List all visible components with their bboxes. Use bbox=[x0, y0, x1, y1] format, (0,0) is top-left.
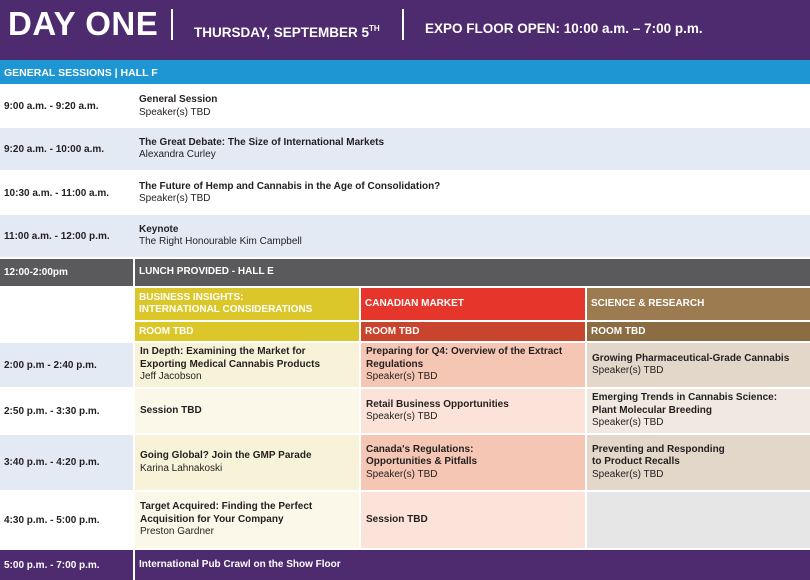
track-cell bbox=[361, 389, 585, 433]
track-cell bbox=[587, 343, 810, 387]
session-time: 2:00 p.m - 2:40 p.m. bbox=[0, 343, 133, 387]
session-title: Keynote bbox=[139, 223, 179, 235]
session-speaker: Jeff Jacobson bbox=[140, 371, 202, 383]
track-header-science: SCIENCE & RESEARCH bbox=[587, 288, 810, 320]
lunch-label: LUNCH PROVIDED - HALL E bbox=[139, 266, 274, 278]
track-cell bbox=[361, 435, 585, 490]
session-speaker: Speaker(s) TBD bbox=[366, 411, 438, 422]
track-cell bbox=[361, 492, 585, 548]
session-time: 3:40 p.m. - 4:20 p.m. bbox=[0, 435, 133, 490]
session-speaker: Speaker(s) TBD bbox=[366, 468, 438, 480]
session-title: Session TBD bbox=[140, 404, 202, 416]
track-header-canadian: CANADIAN MARKET bbox=[361, 288, 585, 320]
session-title: The Future of Hemp and Cannabis in the Age of Consolidation? bbox=[139, 180, 441, 192]
session-time: 9:00 a.m. - 9:20 a.m. bbox=[4, 101, 99, 112]
session-title: Growing Pharmaceutical-Grade Cannabis bbox=[592, 352, 790, 364]
track-header-business: BUSINESS INSIGHTS: INTERNATIONAL CONSIDERATIONS bbox=[135, 288, 359, 320]
closing-row bbox=[0, 550, 810, 580]
track-cell bbox=[135, 343, 359, 387]
track-cell bbox=[587, 389, 810, 433]
session-title: Preventing and Responding to Product Recalls bbox=[592, 443, 725, 468]
session-row bbox=[0, 86, 810, 127]
session-speaker: Speaker(s) TBD bbox=[139, 106, 211, 118]
session-title: Session TBD bbox=[366, 513, 428, 525]
session-speaker: Speaker(s) TBD bbox=[592, 417, 664, 429]
session-speaker: Alexandra Curley bbox=[139, 149, 216, 160]
session-row bbox=[0, 215, 810, 257]
session-time: 9:20 a.m. - 10:00 a.m. bbox=[4, 143, 105, 155]
session-speaker: Speaker(s) TBD bbox=[366, 371, 438, 383]
empty-track-cell bbox=[587, 492, 810, 548]
lunch-row bbox=[0, 259, 810, 286]
expo-hours: EXPO FLOOR OPEN: 10:00 a.m. – 7:00 p.m. bbox=[425, 21, 703, 36]
session-title: In Depth: Examining the Market for Exporting Medical Cannabis Products bbox=[140, 346, 321, 370]
session-speaker: Karina Lahnakoski bbox=[140, 462, 223, 474]
session-speaker: Speaker(s) TBD bbox=[139, 193, 211, 204]
session-time: 2:50 p.m. - 3:30 p.m. bbox=[0, 389, 133, 433]
track-cell bbox=[135, 435, 359, 490]
session-speaker: Preston Gardner bbox=[140, 526, 214, 538]
divider bbox=[133, 550, 135, 580]
session-row bbox=[0, 172, 810, 214]
track-cell bbox=[361, 343, 585, 387]
track-session-row bbox=[0, 389, 810, 433]
session-title: Retail Business Opportunities bbox=[366, 398, 509, 410]
closing-time: 5:00 p.m. - 7:00 p.m. bbox=[4, 559, 100, 571]
session-title: Preparing for Q4: Overview of the Extract Regulations bbox=[366, 346, 563, 370]
session-speaker: Speaker(s) TBD bbox=[592, 365, 664, 376]
session-title: Canada's Regulations: Opportunities & Pitfalls bbox=[366, 443, 478, 468]
track-cell bbox=[135, 492, 359, 548]
session-time: 4:30 p.m. - 5:00 p.m. bbox=[0, 492, 133, 548]
track-cell bbox=[135, 389, 359, 433]
session-row bbox=[0, 128, 810, 170]
track-session-row bbox=[0, 435, 810, 490]
track-session-row bbox=[0, 343, 810, 387]
track-room-business: ROOM TBD bbox=[135, 322, 359, 341]
lunch-time: 12:00-2:00pm bbox=[4, 267, 68, 278]
session-time: 10:30 a.m. - 11:00 a.m. bbox=[4, 187, 110, 199]
session-title: Going Global? Join the GMP Parade bbox=[140, 450, 312, 461]
session-speaker: The Right Honourable Kim Campbell bbox=[139, 236, 302, 247]
header-divider bbox=[402, 9, 404, 40]
track-room-science: ROOM TBD bbox=[587, 322, 810, 341]
day-title: DAY ONE bbox=[8, 5, 159, 42]
closing-label: International Pub Crawl on the Show Floor bbox=[139, 558, 341, 570]
general-sessions-bar: GENERAL SESSIONS | HALL F bbox=[0, 60, 810, 84]
session-speaker: Speaker(s) TBD bbox=[592, 468, 664, 480]
day-header bbox=[0, 0, 810, 60]
session-title: The Great Debate: The Size of International Markets bbox=[139, 136, 385, 148]
session-time: 11:00 a.m. - 12:00 p.m. bbox=[4, 230, 110, 242]
event-date: THURSDAY, SEPTEMBER 5TH bbox=[194, 24, 380, 40]
session-title: Target Acquired: Finding the Perfect Acquisition for Your Company bbox=[140, 501, 313, 525]
divider bbox=[133, 259, 135, 286]
header-divider bbox=[171, 9, 173, 40]
track-session-row bbox=[0, 492, 810, 548]
session-title: Emerging Trends in Cannabis Science: Plant Molecular Breeding bbox=[592, 392, 778, 416]
track-room-canadian: ROOM TBD bbox=[361, 322, 585, 341]
track-cell bbox=[587, 435, 810, 490]
session-title: General Session bbox=[139, 94, 218, 105]
